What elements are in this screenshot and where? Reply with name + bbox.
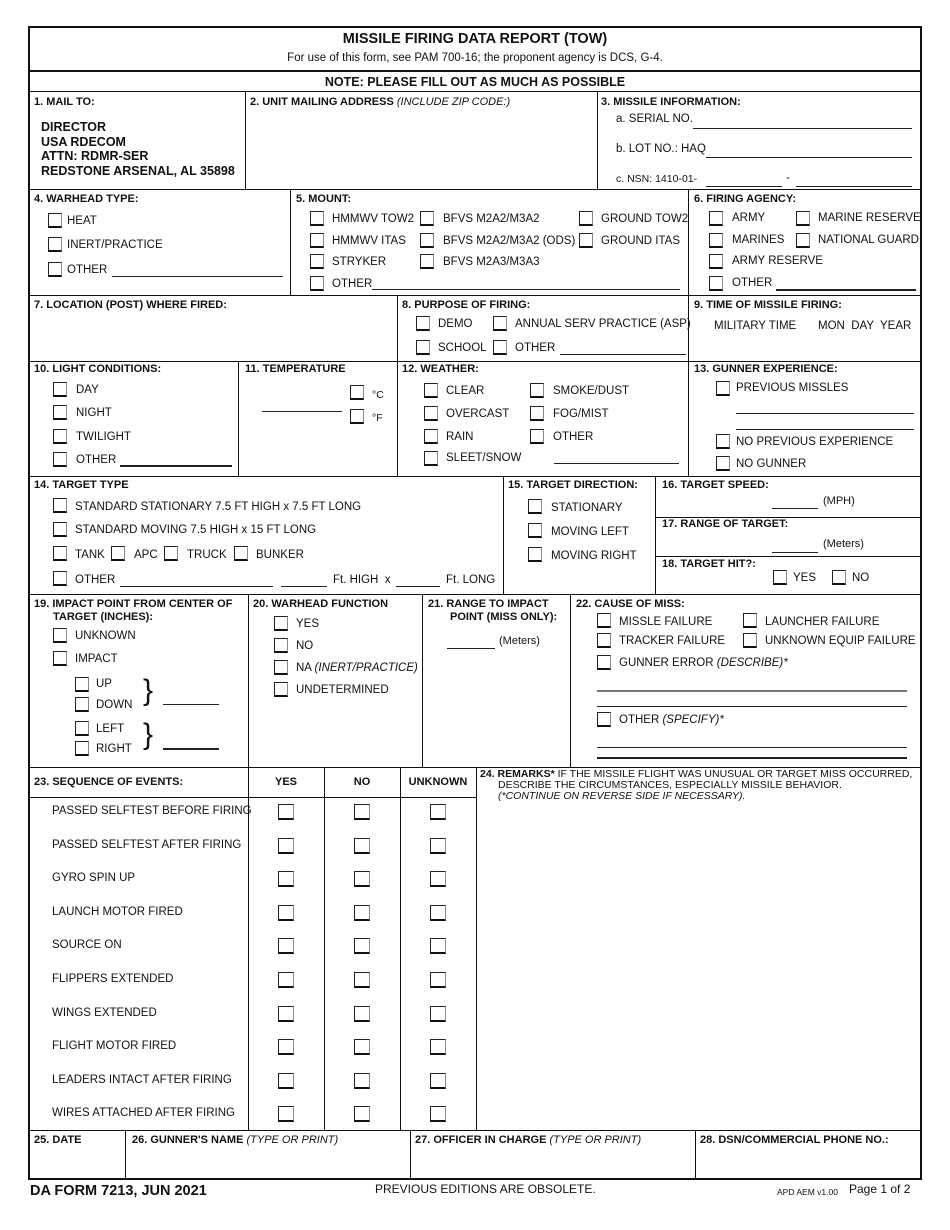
light-label: 10. LIGHT CONDITIONS: — [34, 363, 162, 375]
target-length-field[interactable] — [396, 586, 440, 587]
twilight-checkbox[interactable] — [53, 429, 67, 444]
divider — [290, 189, 291, 295]
event-no-checkbox[interactable] — [354, 838, 370, 854]
checkbox-label: OTHER — [75, 574, 116, 586]
divider — [655, 476, 656, 594]
checkbox-label: DEMO — [438, 318, 473, 330]
col-yes: YES — [274, 776, 297, 788]
form-number: DA FORM 7213, JUN 2021 — [30, 1183, 207, 1199]
event-yes-checkbox[interactable] — [278, 1073, 294, 1089]
time-label: 9. TIME OF MISSILE FIRING: — [694, 299, 842, 311]
checkbox-label: °C — [372, 389, 384, 401]
col-unknown: UNKNOWN — [408, 776, 468, 788]
brace-icon: } — [143, 674, 154, 707]
event-yes-checkbox[interactable] — [278, 972, 294, 988]
range-impact-label-2: POINT (MISS ONLY): — [450, 611, 558, 623]
fahrenheit-checkbox[interactable] — [350, 409, 364, 424]
divider — [28, 295, 922, 296]
event-unknown-checkbox[interactable] — [430, 804, 446, 820]
night-checkbox[interactable] — [53, 405, 67, 420]
light-other-checkbox[interactable] — [53, 452, 67, 467]
miss-other-checkbox[interactable] — [597, 712, 611, 727]
purpose-other-checkbox[interactable] — [493, 340, 507, 355]
unknown-equip-failure-checkbox[interactable] — [743, 633, 757, 648]
marine-reserve-checkbox[interactable] — [796, 211, 810, 226]
gunner-name-label: 26. GUNNER'S NAME (TYPE OR PRINT) — [132, 1134, 339, 1146]
weather-label: 12. WEATHER: — [402, 363, 479, 375]
remarks-label: 24. REMARKS* IF THE MISSILE FLIGHT WAS UNUSUAL OR TARGET MISS OCCURRED, — [480, 768, 913, 780]
phone-field[interactable] — [698, 1148, 918, 1176]
military-time-label: MILITARY TIME — [714, 320, 797, 332]
checkbox-label: MARINES — [732, 234, 785, 246]
target-direction-label: 15. TARGET DIRECTION: — [508, 479, 638, 491]
event-unknown-checkbox[interactable] — [430, 871, 446, 887]
divider — [28, 70, 922, 72]
location-label: 7. LOCATION (POST) WHERE FIRED: — [34, 299, 227, 311]
checkbox-label: NO GUNNER — [736, 458, 807, 470]
up-checkbox[interactable] — [75, 677, 89, 692]
checkbox-label: DAY — [76, 384, 99, 396]
divider — [410, 1130, 411, 1180]
army-checkbox[interactable] — [709, 211, 723, 226]
checkbox-label: OTHER — [332, 278, 373, 290]
divider — [28, 797, 476, 798]
lot-no-label: b. LOT NO.: HAQ — [616, 143, 706, 155]
obsolete-note: PREVIOUS EDITIONS ARE OBSOLETE. — [375, 1182, 596, 1196]
checkbox-label: PREVIOUS MISSLES — [736, 382, 849, 394]
missile-info-label: 3. MISSILE INFORMATION: — [601, 96, 741, 108]
truck-checkbox[interactable] — [164, 546, 178, 561]
horizontal-offset-field[interactable] — [163, 748, 219, 750]
divider — [238, 361, 239, 476]
impact-checkbox[interactable] — [53, 651, 67, 666]
event-label: WINGS EXTENDED — [52, 1006, 157, 1019]
remarks-instruction: DESCRIBE THE CIRCUMSTANCES, ESPECIALLY MISSILE BEHAVIOR. — [498, 779, 842, 791]
checkbox-label: CLEAR — [446, 385, 485, 397]
tracker-failure-checkbox[interactable] — [597, 633, 611, 648]
checkbox-label: STANDARD MOVING 7.5 HIGH x 15 FT LONG — [75, 524, 317, 536]
event-yes-checkbox[interactable] — [278, 1106, 294, 1122]
checkbox-label: BFVS M2A2/M3A2 (ODS) — [443, 235, 576, 247]
weather-other-checkbox[interactable] — [530, 429, 544, 444]
hit-no-checkbox[interactable] — [832, 570, 846, 585]
warhead-function-label: 20. WARHEAD FUNCTION — [253, 598, 389, 610]
target-speed-field[interactable] — [772, 508, 818, 509]
divider — [28, 189, 922, 190]
event-no-checkbox[interactable] — [354, 1006, 370, 1022]
divider — [400, 767, 401, 1130]
version: APD AEM v1.00 — [777, 1187, 838, 1197]
divider — [28, 476, 922, 477]
nsn-label: c. NSN: 1410-01- — [616, 173, 698, 185]
divider — [125, 1130, 126, 1180]
firing-agency-label: 6. FIRING AGENCY: — [694, 193, 797, 205]
day-checkbox[interactable] — [53, 382, 67, 397]
asp-checkbox[interactable] — [493, 316, 507, 331]
event-unknown-checkbox[interactable] — [430, 905, 446, 921]
range-impact-field[interactable] — [447, 648, 495, 649]
event-yes-checkbox[interactable] — [278, 1039, 294, 1055]
remarks-continue-note: (*CONTINUE ON REVERSE SIDE IF NECESSARY). — [498, 790, 746, 802]
checkbox-label: INERT/PRACTICE — [67, 239, 163, 251]
date-field[interactable] — [30, 1148, 122, 1176]
rain-checkbox[interactable] — [424, 429, 438, 444]
impact-point-label-2: TARGET (INCHES): — [53, 611, 154, 623]
checkbox-label: NO PREVIOUS EXPERIENCE — [736, 436, 894, 448]
mail-to-line: DIRECTOR — [41, 120, 107, 134]
national-guard-checkbox[interactable] — [796, 233, 810, 248]
checkbox-label: NATIONAL GUARD — [818, 234, 919, 246]
event-no-checkbox[interactable] — [354, 972, 370, 988]
smoke-dust-checkbox[interactable] — [530, 383, 544, 398]
checkbox-label: MARINE RESERVE — [818, 212, 921, 224]
checkbox-label: °F — [372, 412, 383, 424]
checkbox-label: RAIN — [446, 431, 474, 443]
launcher-failure-checkbox[interactable] — [743, 613, 757, 628]
page-number: Page 1 of 2 — [849, 1182, 911, 1196]
checkbox-label: MOVING RIGHT — [551, 550, 637, 562]
agency-other-checkbox[interactable] — [709, 276, 723, 291]
checkbox-label: FOG/MIST — [553, 408, 609, 420]
moving-right-checkbox[interactable] — [528, 547, 542, 562]
fog-mist-checkbox[interactable] — [530, 406, 544, 421]
event-label: FLIPPERS EXTENDED — [52, 973, 174, 985]
checkbox-label: ARMY — [732, 212, 766, 224]
officer-field[interactable] — [413, 1148, 691, 1176]
checkbox-label: STRYKER — [332, 256, 387, 268]
target-type-label: 14. TARGET TYPE — [34, 479, 129, 491]
mail-to-line: USA RDECOM — [41, 135, 126, 149]
checkbox-label: NO — [296, 640, 314, 652]
previous-missiles-field[interactable] — [736, 413, 914, 414]
event-label: SOURCE ON — [52, 939, 122, 952]
phone-label: 28. DSN/COMMERCIAL PHONE NO.: — [700, 1134, 889, 1146]
function-undetermined-checkbox[interactable] — [274, 682, 288, 697]
checkbox-label: NIGHT — [76, 407, 112, 419]
divider — [28, 361, 922, 362]
form-note: NOTE: PLEASE FILL OUT AS MUCH AS POSSIBLE — [324, 75, 626, 89]
event-no-checkbox[interactable] — [354, 1073, 370, 1089]
checkbox-label: BFVS M2A2/M3A2 — [443, 213, 540, 225]
purpose-label: 8. PURPOSE OF FIRING: — [402, 299, 531, 311]
warhead-type-label: 4. WARHEAD TYPE: — [34, 193, 139, 205]
temperature-field[interactable] — [262, 411, 342, 412]
checkbox-label: RIGHT — [96, 743, 132, 755]
event-unknown-checkbox[interactable] — [430, 938, 446, 954]
marines-checkbox[interactable] — [709, 233, 723, 248]
missile-failure-checkbox[interactable] — [597, 613, 611, 628]
event-yes-checkbox[interactable] — [278, 1006, 294, 1022]
school-checkbox[interactable] — [416, 340, 430, 355]
event-no-checkbox[interactable] — [354, 804, 370, 820]
checkbox-label: HEAT — [67, 215, 97, 227]
nsn-field-1[interactable] — [706, 186, 782, 187]
checkbox-label: SMOKE/DUST — [553, 385, 630, 397]
officer-label: 27. OFFICER IN CHARGE (TYPE OR PRINT) — [415, 1134, 642, 1146]
warhead-other-checkbox[interactable] — [48, 262, 62, 277]
event-yes-checkbox[interactable] — [278, 871, 294, 887]
checkbox-label: SLEET/SNOW — [446, 452, 522, 464]
checkbox-label: OTHER — [732, 277, 773, 289]
divider — [476, 767, 477, 1130]
sequence-label: 23. SEQUENCE OF EVENTS: — [34, 776, 184, 788]
event-unknown-checkbox[interactable] — [430, 838, 446, 854]
mph-unit: (MPH) — [823, 495, 855, 507]
date-label: MON DAY YEAR — [818, 320, 912, 332]
event-label: PASSED SELFTEST AFTER FIRING — [52, 838, 242, 851]
sleet-snow-checkbox[interactable] — [424, 451, 438, 466]
checkbox-label: NA (INERT/PRACTICE) — [296, 662, 418, 674]
event-unknown-checkbox[interactable] — [430, 1006, 446, 1022]
event-label: FLIGHT MOTOR FIRED — [52, 1040, 177, 1053]
hit-yes-checkbox[interactable] — [773, 570, 787, 585]
function-yes-checkbox[interactable] — [274, 616, 288, 631]
unit-address-field[interactable] — [250, 112, 590, 184]
divider — [248, 594, 249, 1130]
event-yes-checkbox[interactable] — [278, 804, 294, 820]
checkbox-label: ANNUAL SERV PRACTICE (ASP) — [515, 318, 691, 330]
checkbox-label: UNKNOWN — [75, 630, 136, 642]
checkbox-label: BFVS M2A3/M3A3 — [443, 256, 540, 268]
divider — [688, 189, 689, 295]
left-checkbox[interactable] — [75, 721, 89, 736]
range-field[interactable] — [772, 552, 818, 553]
miss-other-field[interactable] — [597, 757, 907, 759]
mount-other-checkbox[interactable] — [310, 276, 324, 291]
stationary-checkbox[interactable] — [528, 499, 542, 514]
divider — [422, 594, 423, 767]
vertical-offset-field[interactable] — [163, 704, 219, 705]
lot-no-field[interactable] — [706, 157, 912, 158]
ground-itas-checkbox[interactable] — [579, 233, 593, 248]
event-no-checkbox[interactable] — [354, 938, 370, 954]
event-label: GYRO SPIN UP — [52, 872, 136, 885]
no-previous-experience-checkbox[interactable] — [716, 434, 730, 449]
event-label: LAUNCH MOTOR FIRED — [52, 905, 183, 918]
gunner-error-checkbox[interactable] — [597, 655, 611, 670]
checkbox-label: MOVING LEFT — [551, 526, 629, 538]
standard-moving-checkbox[interactable] — [53, 522, 67, 537]
bunker-checkbox[interactable] — [234, 546, 248, 561]
gunner-name-field[interactable] — [128, 1148, 406, 1176]
no-gunner-checkbox[interactable] — [716, 456, 730, 471]
checkbox-label: SCHOOL — [438, 342, 487, 354]
gunner-error-field[interactable] — [597, 706, 907, 707]
mount-label: 5. MOUNT: — [296, 193, 351, 205]
ft-high-label: Ft. HIGH x — [333, 574, 391, 586]
checkbox-label: OTHER — [67, 264, 108, 276]
checkbox-label: LAUNCHER FAILURE — [765, 616, 880, 628]
light-other-field[interactable] — [120, 465, 232, 467]
target-hit-label: 18. TARGET HIT?: — [662, 558, 756, 570]
checkbox-label: NO — [852, 572, 870, 584]
impact-unknown-checkbox[interactable] — [53, 628, 67, 643]
checkbox-label: STATIONARY — [551, 502, 623, 514]
bfvs-m2a2-checkbox[interactable] — [420, 211, 434, 226]
checkbox-label: UNKNOWN EQUIP FAILURE — [765, 635, 916, 647]
mail-to-line: REDSTONE ARSENAL, AL 35898 — [41, 164, 235, 178]
miss-other-field[interactable] — [597, 747, 907, 748]
meters-unit: (Meters) — [823, 538, 864, 550]
remarks-field[interactable] — [480, 805, 918, 1125]
moving-left-checkbox[interactable] — [528, 523, 542, 538]
event-label: PASSED SELFTEST BEFORE FIRING — [52, 805, 252, 817]
checkbox-label: GUNNER ERROR (DESCRIBE)* — [619, 657, 788, 669]
gunner-error-field[interactable] — [597, 690, 907, 692]
checkbox-label: TRACKER FAILURE — [619, 635, 726, 647]
checkbox-label: OVERCAST — [446, 408, 510, 420]
divider — [28, 594, 922, 595]
checkbox-label: OTHER — [76, 454, 117, 466]
target-speed-label: 16. TARGET SPEED: — [662, 479, 769, 491]
checkbox-label: GROUND TOW2 — [601, 213, 689, 225]
celsius-checkbox[interactable] — [350, 385, 364, 400]
event-unknown-checkbox[interactable] — [430, 972, 446, 988]
down-checkbox[interactable] — [75, 697, 89, 712]
stryker-checkbox[interactable] — [310, 254, 324, 269]
weather-other-field[interactable] — [554, 463, 679, 464]
form-title: MISSILE FIRING DATA REPORT (TOW) — [342, 31, 608, 47]
event-label: WIRES ATTACHED AFTER FIRING — [52, 1107, 235, 1120]
checkbox-label: GROUND ITAS — [601, 235, 681, 247]
temperature-label: 11. TEMPERATURE — [245, 363, 346, 375]
right-checkbox[interactable] — [75, 741, 89, 756]
range-label: 17. RANGE OF TARGET: — [662, 518, 789, 530]
warhead-other-field[interactable] — [112, 276, 283, 277]
heat-checkbox[interactable] — [48, 213, 62, 228]
previous-missiles-checkbox[interactable] — [716, 381, 730, 396]
event-yes-checkbox[interactable] — [278, 938, 294, 954]
event-unknown-checkbox[interactable] — [430, 1039, 446, 1055]
function-na-checkbox[interactable] — [274, 660, 288, 675]
checkbox-label: ARMY RESERVE — [732, 255, 823, 267]
location-field[interactable] — [34, 314, 389, 358]
target-height-field[interactable] — [281, 586, 327, 587]
checkbox-label: YES — [296, 618, 320, 630]
agency-other-field[interactable] — [776, 289, 916, 291]
gunner-experience-label: 13. GUNNER EXPERIENCE: — [694, 363, 838, 375]
mount-other-field[interactable] — [372, 289, 680, 290]
previous-missiles-field[interactable] — [736, 429, 914, 430]
divider — [397, 295, 398, 476]
purpose-other-field[interactable] — [560, 354, 686, 355]
checkbox-label: YES — [793, 572, 817, 584]
impact-point-label: 19. IMPACT POINT FROM CENTER OF — [34, 598, 233, 610]
unit-address-label: 2. UNIT MAILING ADDRESS (INCLUDE ZIP CODE:) — [250, 96, 511, 108]
inert-practice-checkbox[interactable] — [48, 237, 62, 252]
checkbox-label: BUNKER — [256, 549, 304, 561]
hmmwv-tow2-checkbox[interactable] — [310, 211, 324, 226]
army-reserve-checkbox[interactable] — [709, 254, 723, 269]
event-yes-checkbox[interactable] — [278, 838, 294, 854]
serial-no-label: a. SERIAL NO. — [616, 113, 693, 125]
target-other-field[interactable] — [120, 586, 273, 587]
date-label: 25. DATE — [34, 1134, 82, 1146]
standard-stationary-checkbox[interactable] — [53, 498, 67, 513]
event-no-checkbox[interactable] — [354, 1106, 370, 1122]
checkbox-label: TWILIGHT — [76, 431, 131, 443]
event-no-checkbox[interactable] — [354, 1039, 370, 1055]
divider — [688, 295, 689, 476]
apc-checkbox[interactable] — [111, 546, 125, 561]
divider — [597, 91, 598, 189]
meters-unit: (Meters) — [499, 635, 540, 647]
nsn-field-2[interactable] — [796, 186, 912, 187]
event-no-checkbox[interactable] — [354, 905, 370, 921]
divider — [570, 594, 571, 767]
checkbox-label: LEFT — [96, 723, 125, 735]
event-unknown-checkbox[interactable] — [430, 1106, 446, 1122]
col-no: NO — [353, 776, 371, 788]
tank-checkbox[interactable] — [53, 546, 67, 561]
demo-checkbox[interactable] — [416, 316, 430, 331]
divider — [655, 556, 922, 557]
serial-no-field[interactable] — [693, 128, 912, 129]
checkbox-label: UP — [96, 678, 112, 690]
checkbox-label: MISSLE FAILURE — [619, 616, 713, 628]
checkbox-label: TANK — [75, 549, 105, 561]
event-no-checkbox[interactable] — [354, 871, 370, 887]
checkbox-label: TRUCK — [187, 549, 227, 561]
checkbox-label: APC — [134, 549, 158, 561]
checkbox-label: HMMWV TOW2 — [332, 213, 414, 225]
event-label: LEADERS INTACT AFTER FIRING — [52, 1073, 232, 1086]
overcast-checkbox[interactable] — [424, 406, 438, 421]
form-subtitle: For use of this form, see PAM 700-16; the proponent agency is DCS, G-4. — [287, 52, 663, 64]
mail-to-label: 1. MAIL TO: — [34, 96, 95, 108]
bfvs-m2a2-ods-checkbox[interactable] — [420, 233, 434, 248]
checkbox-label: OTHER — [515, 342, 556, 354]
range-impact-label: 21. RANGE TO IMPACT — [428, 598, 549, 610]
bfvs-m2a3-checkbox[interactable] — [420, 254, 434, 269]
checkbox-label: DOWN — [96, 699, 133, 711]
checkbox-label: OTHER — [553, 431, 594, 443]
divider — [324, 767, 325, 1130]
checkbox-label: OTHER (SPECIFY)* — [619, 714, 724, 726]
function-no-checkbox[interactable] — [274, 638, 288, 653]
clear-checkbox[interactable] — [424, 383, 438, 398]
divider — [503, 476, 504, 594]
divider — [695, 1130, 696, 1180]
checkbox-label: UNDETERMINED — [296, 684, 389, 696]
target-other-checkbox[interactable] — [53, 571, 67, 586]
brace-icon: } — [143, 718, 154, 751]
event-yes-checkbox[interactable] — [278, 905, 294, 921]
checkbox-label: IMPACT — [75, 653, 118, 665]
ground-tow2-checkbox[interactable] — [579, 211, 593, 226]
mail-to-line: ATTN: RDMR-SER — [41, 149, 149, 163]
nsn-dash: - — [786, 172, 790, 184]
divider — [28, 91, 922, 92]
event-unknown-checkbox[interactable] — [430, 1073, 446, 1089]
hmmwv-itas-checkbox[interactable] — [310, 233, 324, 248]
checkbox-label: STANDARD STATIONARY 7.5 FT HIGH x 7.5 FT LONG — [75, 501, 362, 513]
cause-of-miss-label: 22. CAUSE OF MISS: — [576, 598, 685, 610]
divider — [245, 91, 246, 189]
divider — [28, 1130, 922, 1131]
checkbox-label: HMMWV ITAS — [332, 235, 406, 247]
ft-long-label: Ft. LONG — [446, 574, 496, 586]
